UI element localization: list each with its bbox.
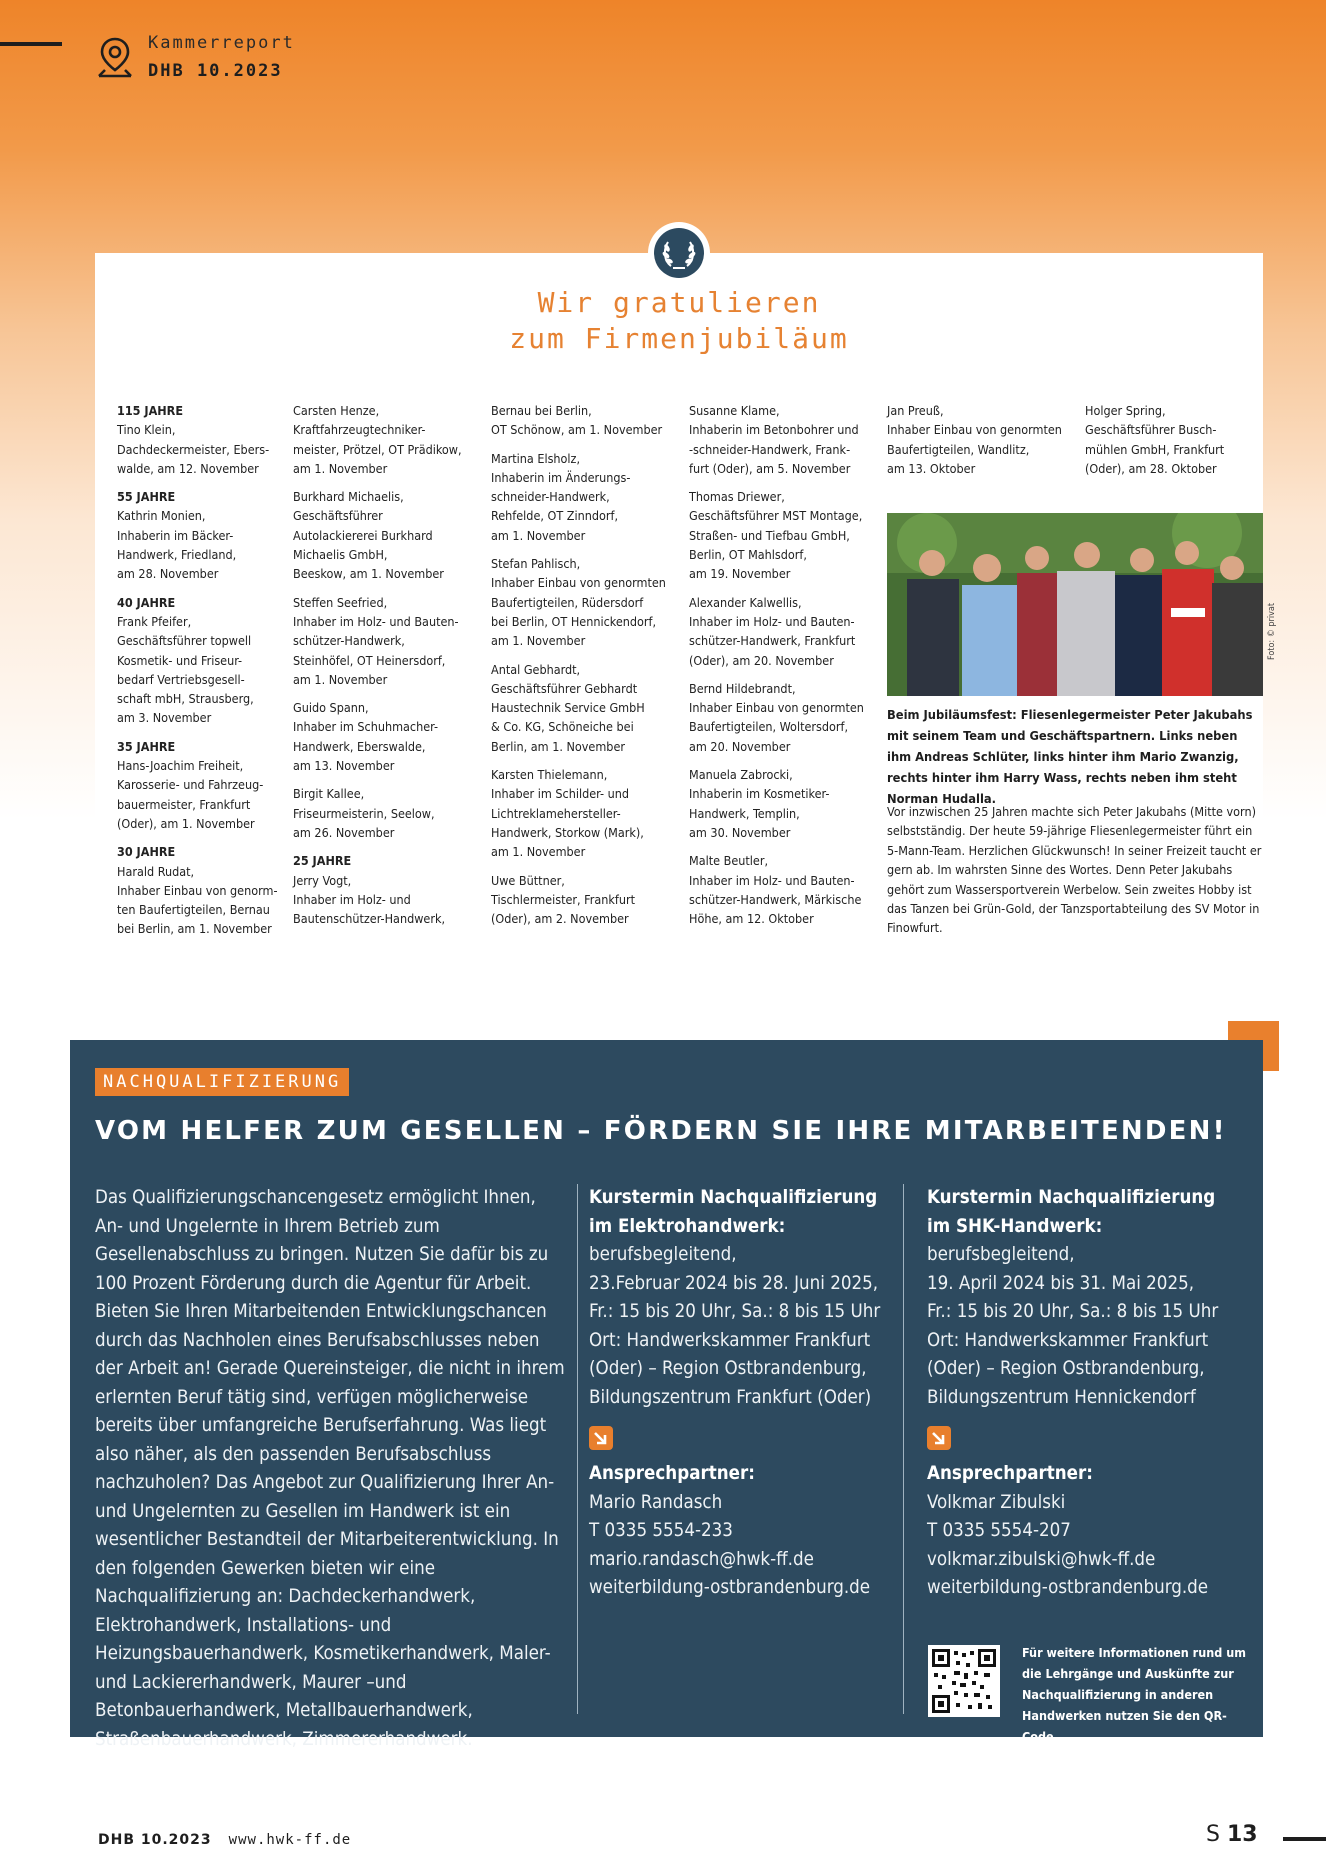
anniversary-line: Antal Gebhardt, xyxy=(491,661,581,677)
course-line: Bildungszentrum Frankfurt (Oder) xyxy=(589,1386,872,1408)
anniversary-line: Harald Rudat, xyxy=(117,863,195,879)
anniversary-entry xyxy=(689,679,869,756)
anniversary-column-1 xyxy=(117,401,282,948)
anniversary-line: Alexander Kalwellis, xyxy=(689,594,802,610)
anniversary-line: bedarf Vertriebsgesell- xyxy=(117,671,245,687)
anniversary-line: schaft mbH, Strausberg, xyxy=(117,691,254,707)
anniversary-line: Martina Elsholz, xyxy=(491,450,581,466)
anniversary-line: schützer-Handwerk, Frankfurt xyxy=(689,633,856,649)
anniversary-line: Bautenschützer-Handwerk, xyxy=(293,911,446,927)
anniversary-line: Tino Klein, xyxy=(117,422,176,438)
header-rule xyxy=(0,42,62,46)
contact-label: Ansprechpartner: xyxy=(589,1463,755,1484)
anniversary-line: am 1. November xyxy=(491,633,586,649)
anniversary-line: Kosmetik- und Friseur- xyxy=(117,652,243,668)
anniversary-entry xyxy=(1085,401,1265,478)
anniversary-line: Thomas Driewer, xyxy=(689,489,785,505)
contact-label: Ansprechpartner: xyxy=(927,1463,1093,1484)
anniversary-years-heading: 40 JAHRE xyxy=(117,594,176,610)
anniversary-column-5 xyxy=(887,401,1067,487)
laurel-badge xyxy=(648,222,710,284)
anniversary-column-2 xyxy=(293,401,468,937)
anniversary-entry xyxy=(689,487,869,583)
anniversary-line: Kraftfahrzeugtechniker- xyxy=(293,422,426,438)
panel-headline: VOM HELFER ZUM GESELLEN – FÖRDERN SIE IHRE MITARBEITENDEN! xyxy=(95,1116,1227,1146)
anniversary-line: bei Berlin, am 1. November xyxy=(117,921,272,937)
anniversary-line: meister, Prötzel, OT Prädikow, xyxy=(293,441,462,457)
anniversary-entry xyxy=(689,765,869,842)
anniversary-line: & Co. KG, Schöneiche bei xyxy=(491,719,634,735)
anniversary-line: schützer-Handwerk, Märkische xyxy=(689,891,862,907)
anniversary-line: Michaelis GmbH, xyxy=(293,547,388,563)
anniversary-line: (Oder), am 28. Oktober xyxy=(1085,460,1217,476)
anniversary-entry xyxy=(117,737,282,833)
anniversary-line: Inhaber Einbau von genorm- xyxy=(117,882,278,898)
anniversary-line: Karsten Thielemann, xyxy=(491,767,608,783)
anniversary-line: Dachdeckermeister, Ebers- xyxy=(117,441,270,457)
anniversary-line: Inhaberin im Bäcker- xyxy=(117,527,234,543)
anniversary-line: am 3. November xyxy=(117,710,212,726)
anniversary-line: Inhaber im Schilder- und xyxy=(491,786,629,802)
anniversary-entry xyxy=(293,401,468,478)
team-photo-illustration xyxy=(887,513,1263,696)
anniversary-line: Handwerk, Templin, xyxy=(689,805,800,821)
feature-text: Vor inzwischen 25 Jahren machte sich Peter Jakubahs (Mitte vorn) selbstständig. Der heute 59-jährige Fliesenlegermeister führt ein 5-Mann-Team. Herzlichen Glückwunsch! In seiner Freizeit taucht er gern ab. Im wahrsten Sinne des Wortes. Denn Peter Jakubahs gehört zum Wassersportverein Werbelow. Sein zweites Hobby ist das Tanzen bei Grün-Gold, der Tanzsportabteilung des SV Motor in Finowfurt. xyxy=(887,804,1262,936)
course-title-line2: im Elektrohandwerk: xyxy=(589,1215,786,1237)
anniversary-entry xyxy=(689,851,869,928)
anniversary-entry xyxy=(887,401,1067,478)
anniversary-line: Holger Spring, xyxy=(1085,403,1166,418)
anniversary-line: Inhaberin im Änderungs- xyxy=(491,469,631,485)
anniversary-line: ten Baufertigteilen, Bernau xyxy=(117,902,270,918)
anniversary-line: Bernd Hildebrandt, xyxy=(689,680,796,696)
anniversary-line: Inhaber im Holz- und Bauten- xyxy=(689,872,855,888)
anniversary-line: am 19. November xyxy=(689,566,791,582)
course-line: Fr.: 15 bis 20 Uhr, Sa.: 8 bis 15 Uhr xyxy=(589,1301,881,1322)
course-line: (Oder) – Region Ostbrandenburg, xyxy=(927,1358,1205,1379)
anniversary-entry xyxy=(117,401,282,478)
location-pin-icon xyxy=(95,36,135,80)
anniversary-line: Handwerk, Friedland, xyxy=(117,547,237,563)
anniversary-line: Kathrin Monien, xyxy=(117,508,206,524)
anniversary-years-heading: 25 JAHRE xyxy=(293,853,352,869)
page-number-value: 13 xyxy=(1226,1822,1258,1847)
anniversary-line: Berlin, am 1. November xyxy=(491,738,625,754)
course-line: berufsbegleitend, xyxy=(927,1244,1075,1265)
anniversary-line: Rehfelde, OT Zinndorf, xyxy=(491,508,619,524)
qr-code-icon xyxy=(932,1649,996,1713)
anniversary-entry xyxy=(293,698,468,775)
contact-phone[interactable]: T 0335 5554-207 xyxy=(927,1520,1071,1541)
anniversary-entry xyxy=(117,842,282,938)
anniversary-line: OT Schönow, am 1. November xyxy=(491,422,663,438)
course-title-line1: Kurstermin Nachqualifizierung xyxy=(927,1187,1216,1208)
anniversary-line: Jan Preuß, xyxy=(887,403,944,418)
anniversary-years-heading: 30 JAHRE xyxy=(117,844,176,860)
section-label: Kammerreport xyxy=(148,33,295,53)
photo-credit: Foto: © privat xyxy=(1267,602,1277,660)
anniversary-line: Autolackiererei Burkhard xyxy=(293,527,433,543)
anniversary-line: Handwerk, Eberswalde, xyxy=(293,738,426,754)
arrow-icon xyxy=(589,1426,613,1450)
course-shk xyxy=(927,1184,1227,1603)
anniversary-line: walde, am 12. November xyxy=(117,460,259,476)
anniversary-line: am 26. November xyxy=(293,824,395,840)
anniversary-line: (Oder), am 2. November xyxy=(491,911,629,927)
anniversary-line: Inhaber im Holz- und Bauten- xyxy=(689,613,855,629)
anniversary-line: Berlin, OT Mahlsdorf, xyxy=(689,547,807,563)
course-line: 23.Februar 2024 bis 28. Juni 2025, xyxy=(589,1272,879,1294)
anniversary-entry xyxy=(491,401,666,440)
anniversary-line: Inhaberin im Betonbohrer und xyxy=(689,422,859,438)
anniversary-line: Beeskow, am 1. November xyxy=(293,566,444,582)
anniversary-line: Baufertigteilen, Rüdersdorf xyxy=(491,594,644,610)
course-line: Ort: Handwerkskammer Frankfurt xyxy=(927,1329,1209,1351)
course-line: Bildungszentrum Hennickendorf xyxy=(927,1386,1196,1408)
anniversary-line: Uwe Büttner, xyxy=(491,872,565,888)
arrow-icon xyxy=(927,1426,951,1450)
anniversary-line: am 1. November xyxy=(293,671,388,687)
footer-url[interactable]: www.hwk-ff.de xyxy=(228,1832,352,1848)
anniversary-entry xyxy=(491,765,666,861)
panel-intro: Das Qualifizierungschancengesetz ermöglicht Ihnen, An- und Ungelernte in Ihrem Betrieb zum Gesellenabschluss zu bringen. Nutzen Sie dafür bis zu 100 Prozent Förderung durch die Agentur für Arbeit. Bieten Sie Ihren Mitarbeitenden Entwicklungschancen durch das Nachholen eines Berufsabschlusses neben der Arbeit an! Gerade Quereinsteiger, die nicht in ihrem erlernten Beruf tätig sind, verfügen möglicherweise bereits über umfangreiche Berufserfahrung. Was liegt also näher, als den passenden Berufsabschluss nachzuholen? Das Angebot zur Qualifizierung Ihrer An- und Ungelernten zu Gesellen im Handwerk ist ein wesentlicher Bestandteil der Mitarbeiterentwicklung. In den folgenden Gewerken bieten wir eine Nachqualifizierung an: Dachdeckerhandwerk, Elektrohandwerk, Installations- und Heizungsbauerhandwerk, Kosmetikerhandwerk, Maler- und Lackiererhandwerk, Maurer –und Betonbauerhandwerk, Metallbauerhandwerk, Straßenbauerhandwerk, Zimmererhandwerk. xyxy=(95,1187,565,1750)
anniversary-line: Malte Beutler, xyxy=(689,853,769,869)
team-photo xyxy=(887,513,1263,696)
anniversary-entry xyxy=(689,593,869,670)
anniversary-line: am 28. November xyxy=(117,566,219,582)
anniversary-years-heading: 55 JAHRE xyxy=(117,489,176,505)
page-number xyxy=(1206,1822,1258,1847)
anniversary-line: am 13. Oktober xyxy=(887,460,976,476)
column-divider xyxy=(577,1184,578,1714)
kicker-label: NACHQUALIFIZIERUNG xyxy=(95,1068,349,1096)
anniversary-line: Inhaber im Holz- und xyxy=(293,891,411,907)
anniversary-column-3 xyxy=(491,401,666,937)
qr-note: Für weitere Informationen rund um die Lehrgänge und Auskünfte zur Nachqualifizierung in anderen Handwerken nutzen Sie den QR-Code. xyxy=(1022,1645,1246,1744)
anniversary-entry xyxy=(491,871,666,929)
anniversary-line: Haustechnik Service GmbH xyxy=(491,700,645,716)
anniversary-line: Geschäftsführer Busch- xyxy=(1085,422,1217,438)
course-electro xyxy=(589,1184,889,1603)
anniversary-entry xyxy=(117,487,282,583)
card-title-line2: zum Firmenjubiläum xyxy=(509,322,849,355)
anniversary-line: Stefan Pahlisch, xyxy=(491,556,581,572)
anniversary-line: schneider-Handwerk, xyxy=(491,489,610,505)
anniversary-line: Geschäftsführer topwell xyxy=(117,633,252,649)
anniversary-line: Jerry Vogt, xyxy=(293,872,352,888)
anniversary-line: Inhaberin im Kosmetiker- xyxy=(689,786,830,802)
anniversary-line: am 20. November xyxy=(689,738,791,754)
course-line: Ort: Handwerkskammer Frankfurt xyxy=(589,1329,871,1351)
card-title-line1: Wir gratulieren xyxy=(537,286,821,319)
anniversary-line: Friseurmeisterin, Seelow, xyxy=(293,805,435,821)
anniversary-line: Manuela Zabrocki, xyxy=(689,767,793,783)
footer-rule xyxy=(1283,1837,1326,1841)
anniversary-line: -schneider-Handwerk, Frank- xyxy=(689,441,851,457)
page-prefix: S xyxy=(1206,1822,1220,1847)
anniversary-line: bauermeister, Frankfurt xyxy=(117,796,251,812)
anniversary-line: Inhaber Einbau von genormten xyxy=(887,422,1062,438)
anniversary-line: Baufertigteilen, Wandlitz, xyxy=(887,441,1030,457)
anniversary-line: Höhe, am 12. Oktober xyxy=(689,911,814,927)
anniversary-line: Geschäftsführer MST Montage, xyxy=(689,508,863,524)
anniversary-entry xyxy=(689,401,869,478)
course-title-line2: im SHK-Handwerk: xyxy=(927,1215,1103,1237)
contact-name: Mario Randasch xyxy=(589,1491,723,1513)
column-divider xyxy=(903,1184,904,1714)
qualification-panel xyxy=(70,1040,1263,1750)
photo-caption: Beim Jubiläumsfest: Fliesenlegermeister Peter Jakubahs mit seinem Team und Geschäftspartnern. Links neben ihm Andreas Schlüter, links hinter ihm Mario Zwanzig, rechts hinter ihm Harry Wass, rechts neben ihm steht Norman Hudalla. xyxy=(887,708,1253,807)
anniversary-column-6 xyxy=(1085,401,1265,487)
anniversary-line: furt (Oder), am 5. November xyxy=(689,460,851,476)
course-line: Fr.: 15 bis 20 Uhr, Sa.: 8 bis 15 Uhr xyxy=(927,1301,1219,1322)
footer-issue: DHB 10.2023 xyxy=(98,1832,212,1848)
course-line: 19. April 2024 bis 31. Mai 2025, xyxy=(927,1272,1195,1294)
anniversary-line: am 13. November xyxy=(293,758,395,774)
anniversary-entry xyxy=(293,487,468,583)
anniversary-years-heading: 35 JAHRE xyxy=(117,738,176,754)
anniversary-line: Steinhöfel, OT Heinersdorf, xyxy=(293,652,446,668)
anniversary-line: Geschäftsführer Gebhardt xyxy=(491,680,638,696)
anniversary-line: Susanne Klame, xyxy=(689,403,780,418)
contact-name: Volkmar Zibulski xyxy=(927,1491,1066,1513)
anniversary-line: Inhaber Einbau von genormten xyxy=(491,575,666,591)
anniversary-line: Carsten Henze, xyxy=(293,403,380,418)
anniversary-line: mühlen GmbH, Frankfurt xyxy=(1085,441,1225,457)
anniversary-line: Inhaber Einbau von genormten xyxy=(689,700,864,716)
anniversary-line: Tischlermeister, Frankfurt xyxy=(491,891,636,907)
anniversary-line: am 1. November xyxy=(491,527,586,543)
anniversary-line: am 1. November xyxy=(491,844,586,860)
anniversary-column-4 xyxy=(689,401,869,937)
qr-code[interactable] xyxy=(928,1645,1000,1717)
anniversary-line: Inhaber im Schuhmacher- xyxy=(293,719,439,735)
anniversary-years-heading: 115 JAHRE xyxy=(117,403,184,418)
anniversary-line: bei Berlin, OT Hennickendorf, xyxy=(491,613,657,629)
anniversary-line: (Oder), am 1. November xyxy=(117,815,255,831)
anniversary-line: Handwerk, Storkow (Mark), xyxy=(491,824,644,840)
contact-phone[interactable]: T 0335 5554-233 xyxy=(589,1520,733,1541)
anniversary-line: (Oder), am 20. November xyxy=(689,652,834,668)
anniversary-entry xyxy=(491,660,666,756)
issue-label: DHB 10.2023 xyxy=(148,61,283,81)
anniversary-line: Guido Spann, xyxy=(293,700,369,716)
anniversary-line: Steffen Seefried, xyxy=(293,594,388,610)
anniversary-line: Frank Pfeifer, xyxy=(117,613,192,629)
footer-left xyxy=(98,1832,351,1848)
anniversary-entry xyxy=(491,449,666,545)
anniversary-line: Birgit Kallee, xyxy=(293,786,365,802)
anniversary-line: Baufertigteilen, Woltersdorf, xyxy=(689,719,849,735)
anniversary-line: Geschäftsführer xyxy=(293,508,383,524)
anniversary-entry xyxy=(293,784,468,842)
anniversary-entry xyxy=(491,554,666,650)
contact-email[interactable]: mario.randasch@hwk-ff.de xyxy=(589,1548,814,1570)
anniversary-entry xyxy=(293,851,468,928)
anniversary-line: am 1. November xyxy=(293,460,388,476)
course-line: berufsbegleitend, xyxy=(589,1244,737,1265)
anniversary-line: Hans-Joachim Freiheit, xyxy=(117,758,244,774)
anniversary-line: Lichtreklamehersteller- xyxy=(491,805,621,821)
anniversary-line: Straßen- und Tiefbau GmbH, xyxy=(689,527,850,543)
anniversary-entry xyxy=(293,593,468,689)
laurel-icon xyxy=(654,228,704,278)
anniversary-entry xyxy=(117,593,282,728)
contact-website[interactable]: weiterbildung-ostbrandenburg.de xyxy=(927,1577,1209,1598)
anniversary-line: Inhaber im Holz- und Bauten- xyxy=(293,613,459,629)
contact-website[interactable]: weiterbildung-ostbrandenburg.de xyxy=(589,1577,871,1598)
anniversary-line: Karosserie- und Fahrzeug- xyxy=(117,777,264,793)
contact-email[interactable]: volkmar.zibulski@hwk-ff.de xyxy=(927,1548,1156,1570)
anniversary-line: schützer-Handwerk, xyxy=(293,633,405,649)
course-title-line1: Kurstermin Nachqualifizierung xyxy=(589,1187,878,1208)
course-line: (Oder) – Region Ostbrandenburg, xyxy=(589,1358,867,1379)
anniversary-line: am 30. November xyxy=(689,824,791,840)
anniversary-line: Bernau bei Berlin, xyxy=(491,403,592,418)
anniversary-line: Burkhard Michaelis, xyxy=(293,489,404,505)
